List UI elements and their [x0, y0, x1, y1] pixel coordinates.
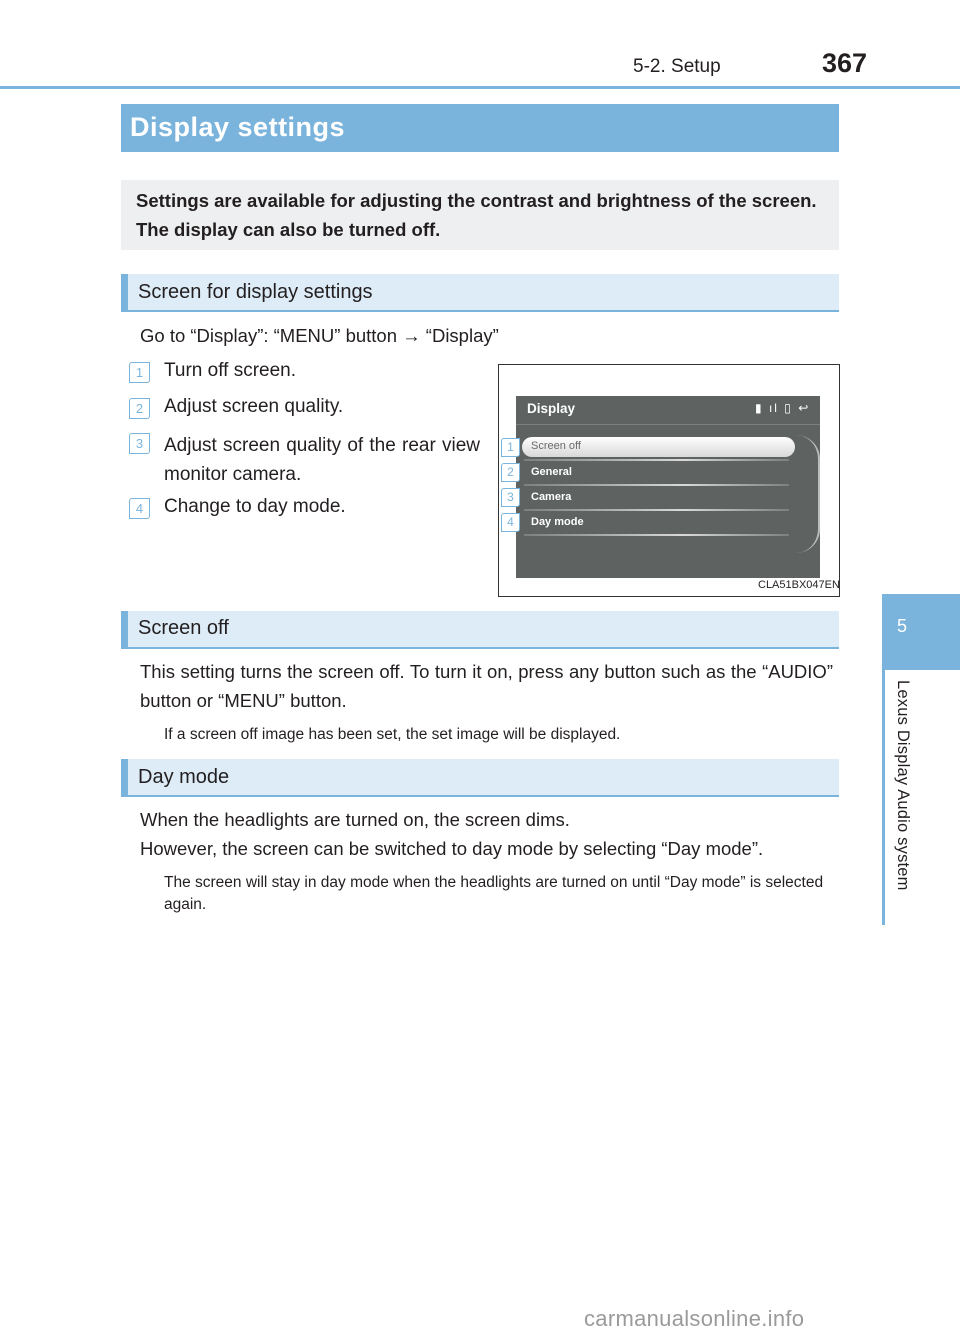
section-heading-screen-off: Screen off [138, 617, 229, 639]
section-heading-display: Screen for display settings [138, 281, 373, 303]
navigation-path: Go to “Display”: “MENU” button → “Display” [140, 325, 499, 346]
day-mode-body-line1: When the headlights are turned on, the screen dims. [140, 809, 570, 830]
screen-menu-screen-off[interactable]: Screen off [531, 440, 581, 452]
scroll-arc [796, 435, 820, 553]
menu-divider [524, 509, 789, 511]
menu-divider [524, 484, 789, 486]
item-number-1: 1 [129, 362, 150, 383]
list-item-turn-off: Turn off screen. [164, 360, 297, 381]
list-item-adjust-quality: Adjust screen quality. [164, 396, 344, 417]
day-mode-note: The screen will stay in day mode when the headlights are turned on until “Day mode” is selected again. [164, 874, 824, 913]
image-code: CLA51BX047EN [758, 579, 840, 591]
section-heading-bar [121, 759, 128, 797]
status-icons: ▮ ıl ▯ ↩ [755, 401, 811, 415]
section-heading-day-mode: Day mode [138, 766, 230, 788]
menu-divider [524, 534, 789, 536]
list-item-camera-quality: Adjust screen quality of the rear view monitor camera. [164, 435, 480, 485]
intro-text: Settings are available for adjusting the contrast and brightness of the screen. The display can also be turned off. [136, 190, 817, 240]
page-title: Display settings [130, 112, 346, 142]
item-number-2: 2 [129, 398, 150, 419]
screen-menu-camera[interactable]: Camera [531, 491, 572, 503]
item-number-3: 3 [129, 433, 150, 454]
list-item-day-mode: Change to day mode. [164, 496, 346, 517]
screen-title: Display [527, 401, 576, 416]
screen-off-body: This setting turns the screen off. To turn it on, press any button such as the “AUDIO” button or “MENU” button. [140, 661, 833, 711]
chapter-title: Lexus Display Audio system [894, 680, 912, 891]
screen-callout-1: 1 [501, 438, 520, 457]
section-heading-bar [121, 611, 128, 649]
day-mode-body-line2: However, the screen can be switched to day mode by selecting “Day mode”. [140, 838, 764, 859]
menu-divider [524, 459, 789, 461]
screen-divider [516, 424, 820, 425]
header-rule [0, 86, 960, 89]
header-section-label: 5-2. Setup [633, 56, 721, 77]
item-number-4: 4 [129, 498, 150, 519]
screen-callout-4: 4 [501, 513, 520, 532]
watermark: carmanualsonline.info [584, 1306, 805, 1331]
screen-menu-general[interactable]: General [531, 466, 572, 478]
section-heading-bar [121, 274, 128, 312]
screen-menu-day-mode[interactable]: Day mode [531, 516, 584, 528]
chapter-number: 5 [896, 616, 907, 636]
chapter-tab-line [882, 670, 885, 925]
screen-off-note: If a screen off image has been set, the set image will be displayed. [164, 726, 621, 743]
page-number: 367 [822, 48, 868, 78]
screen-callout-3: 3 [501, 488, 520, 507]
screen-callout-2: 2 [501, 463, 520, 482]
